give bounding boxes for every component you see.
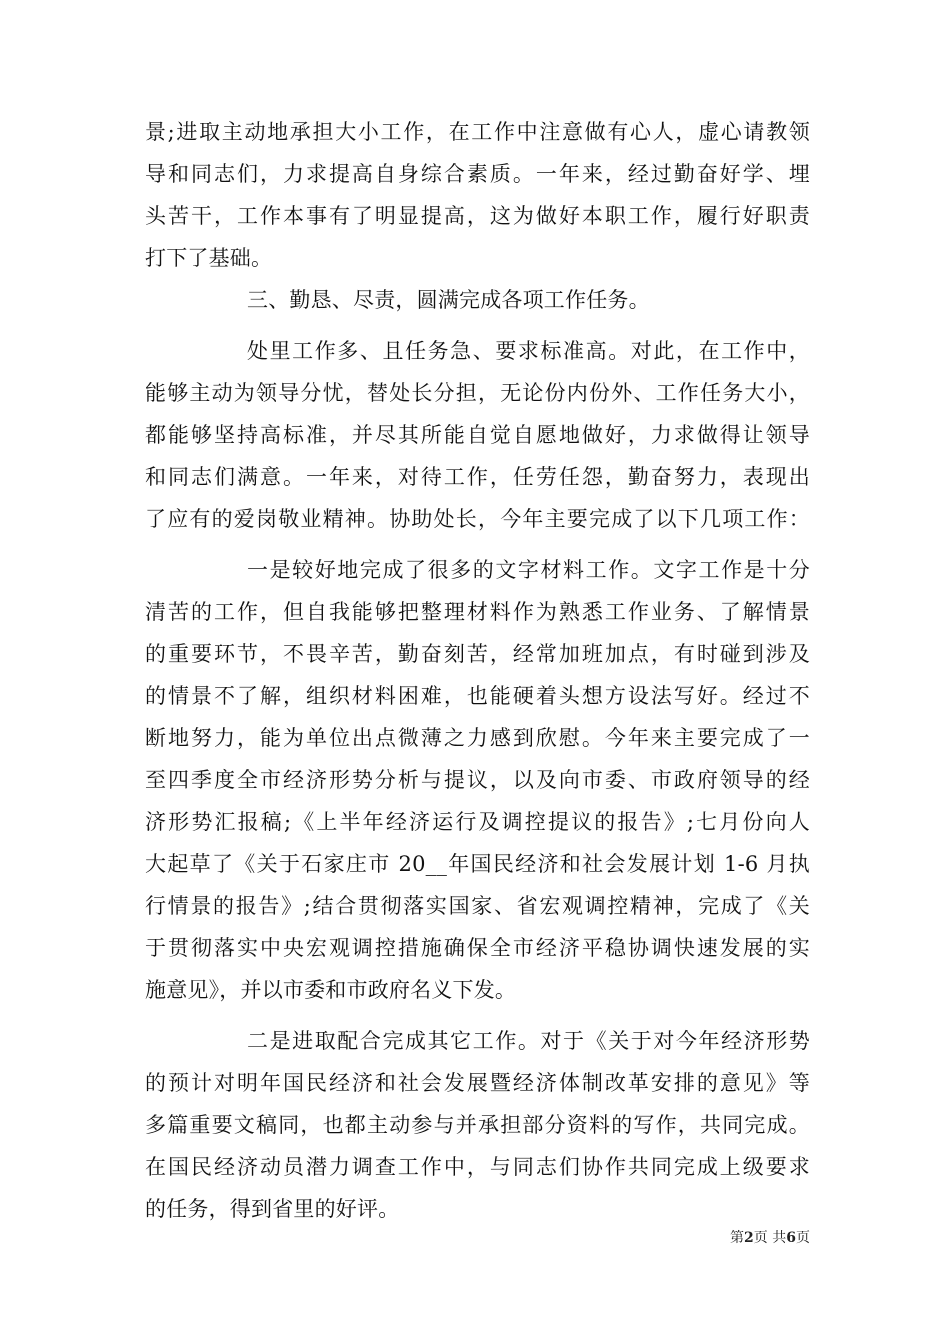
footer-middle: 页 共: [753, 1230, 787, 1246]
paragraph-4-line-6: 至四季度全市经济形势分析与提议，以及向市委、市政府领导的经: [145, 768, 810, 792]
paragraph-1-line-3: 头苦干，工作本事有了明显提高，这为做好本职工作，履行好职责: [145, 204, 810, 228]
paragraph-1-line-4: 打下了基础。: [145, 246, 273, 270]
paragraph-3-line-3: 都能够坚持高标准，并尽其所能自觉自愿地做好，力求做得让领导: [145, 423, 810, 447]
paragraph-4-line-8: 大起草了《关于石家庄市 20__年国民经济和社会发展计划 1-6 月执: [145, 852, 811, 876]
paragraph-3-line-2: 能够主动为领导分忧，替处长分担，无论份内份外、工作任务大小，: [145, 381, 810, 405]
paragraph-4-line-3: 的重要环节，不畏辛苦，勤奋刻苦，经常加班加点，有时碰到涉及: [145, 642, 810, 666]
paragraph-1-line-2: 导和同志们，力求提高自身综合素质。一年来，经过勤奋好学、埋: [145, 162, 810, 186]
paragraph-4-line-7: 济形势汇报稿;《上半年经济运行及调控提议的报告》;七月份向人: [145, 810, 810, 834]
paragraph-4-line-11: 施意见》，并以市委和市政府名义下发。: [145, 978, 517, 1002]
paragraph-3-line-4: 和同志们满意。一年来，对待工作，任劳任怨，勤奋努力，表现出: [145, 465, 810, 489]
section-heading: 三、勤恳、尽责，圆满完成各项工作任务。: [247, 288, 650, 312]
paragraph-1-line-1: 景;进取主动地承担大小工作，在工作中注意做有心人，虚心请教领: [145, 120, 810, 144]
current-page-number: 2: [744, 1230, 754, 1246]
paragraph-4-line-9: 行情景的报告》;结合贯彻落实国家、省宏观调控精神，完成了《关: [145, 894, 810, 918]
paragraph-5-line-3: 多篇重要文稿同，也都主动参与并承担部分资料的写作，共同完成。: [145, 1113, 810, 1137]
paragraph-5-line-5: 的任务，得到省里的好评。: [145, 1197, 400, 1221]
paragraph-3-line-5: 了应有的爱岗敬业精神。协助处长，今年主要完成了以下几项工作：: [145, 507, 810, 531]
total-page-number: 6: [786, 1230, 796, 1246]
footer-suffix: 页: [796, 1230, 810, 1246]
paragraph-4-line-4: 的情景不了解，组织材料困难，也能硬着头想方设法写好。经过不: [145, 684, 810, 708]
paragraph-4-line-1: 一是较好地完成了很多的文字材料工作。文字工作是十分: [247, 558, 810, 582]
page-number-footer: [600, 1228, 810, 1248]
footer-prefix: 第: [730, 1230, 745, 1246]
paragraph-5-line-4: 在国民经济动员潜力调查工作中，与同志们协作共同完成上级要求: [145, 1155, 810, 1179]
paragraph-3-line-1: 处里工作多、且任务急、要求标准高。对此，在工作中，: [247, 339, 810, 363]
paragraph-4-line-5: 断地努力，能为单位出点微薄之力感到欣慰。今年来主要完成了一: [145, 726, 810, 750]
paragraph-5-line-1: 二是进取配合完成其它工作。对于《关于对今年经济形势: [247, 1029, 810, 1053]
paragraph-4-line-10: 于贯彻落实中央宏观调控措施确保全市经济平稳协调快速发展的实: [145, 936, 810, 960]
paragraph-4-line-2: 清苦的工作，但自我能够把整理材料作为熟悉工作业务、了解情景: [145, 600, 810, 624]
paragraph-5-line-2: 的预计对明年国民经济和社会发展暨经济体制改革安排的意见》等: [145, 1071, 810, 1095]
